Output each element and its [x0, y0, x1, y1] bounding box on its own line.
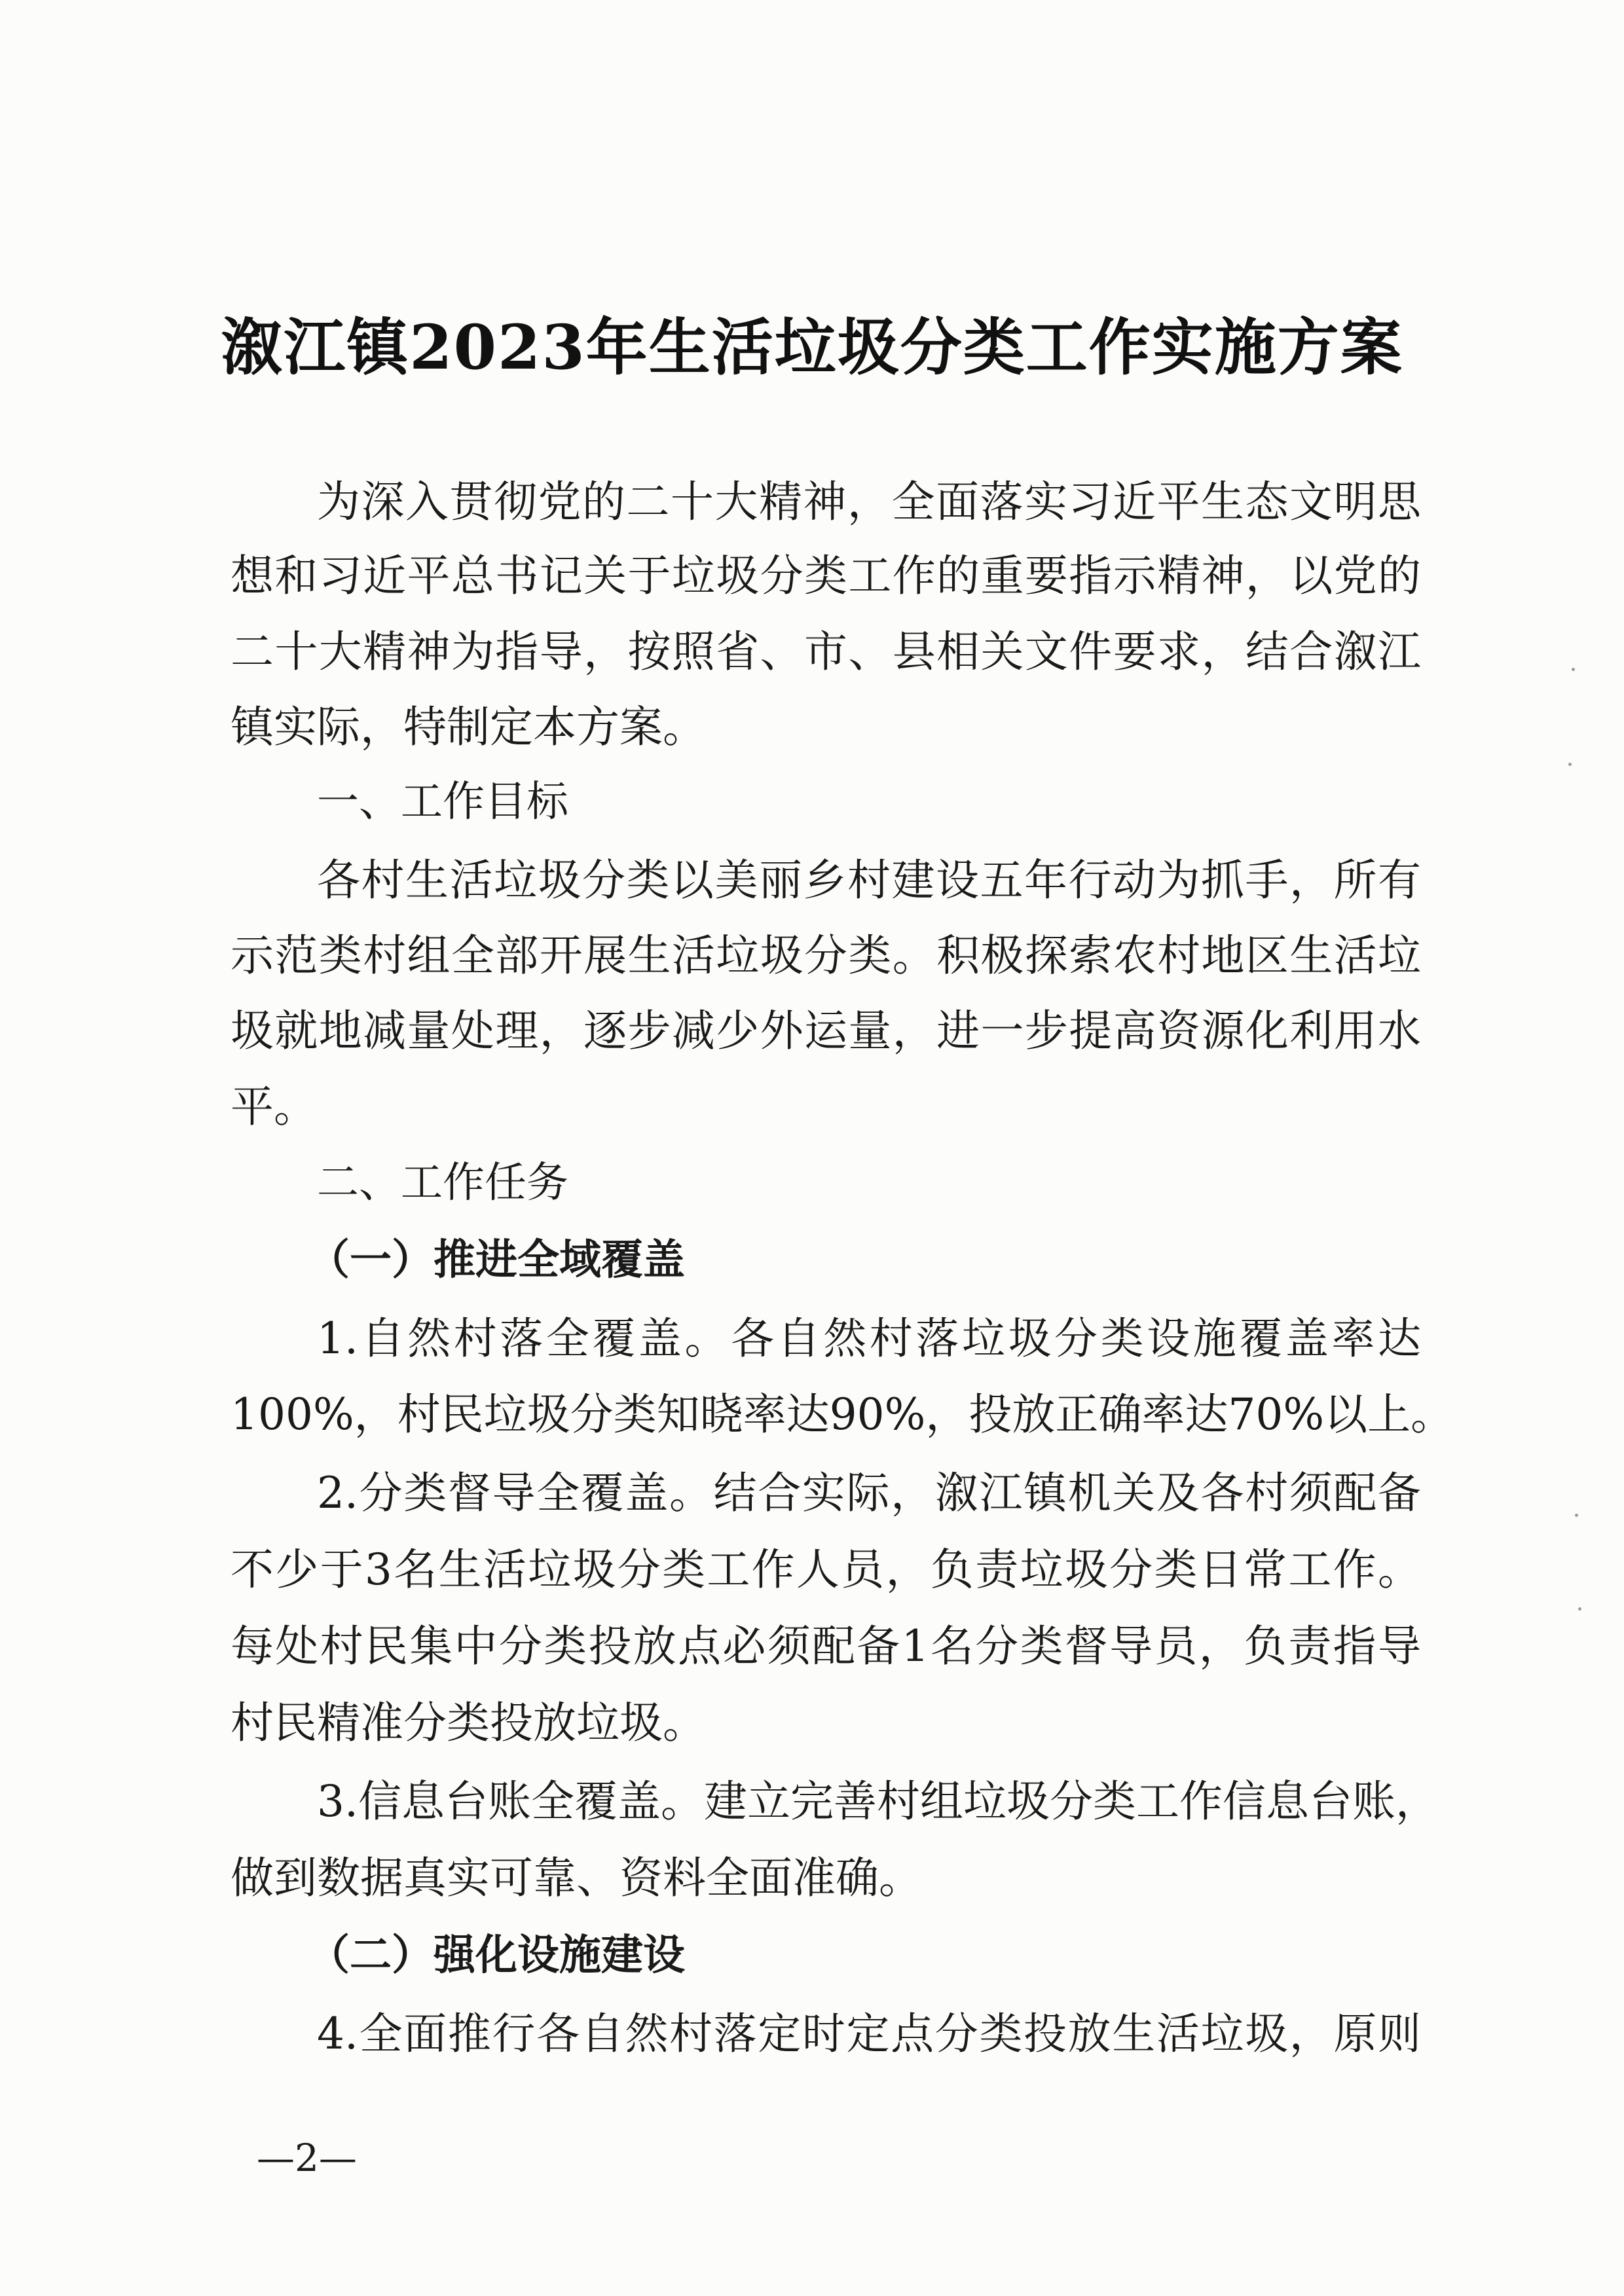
- scan-speck: [1578, 1607, 1581, 1611]
- paragraph-line: 各村生活垃圾分类以美丽乡村建设五年行动为抓手，所有: [317, 855, 1421, 905]
- paragraph-line: 4.全面推行各自然村落定时定点分类投放生活垃圾，原则: [317, 2009, 1421, 2059]
- paragraph-line: 不少于3名生活垃圾分类工作人员，负责垃圾分类日常工作。: [231, 1544, 1421, 1595]
- section-heading: 一、工作目标: [317, 778, 568, 826]
- subsection-heading: （一）推进全域覆盖: [308, 1236, 685, 1285]
- paragraph-line: 1.自然村落全覆盖。各自然村落垃圾分类设施覆盖率达: [317, 1313, 1421, 1364]
- page-number: —2—: [257, 2136, 357, 2180]
- paragraph-line: 示范类村组全部开展生活垃圾分类。积极探索农村地区生活垃: [231, 930, 1421, 981]
- paragraph-line: 为深入贯彻党的二十大精神，全面落实习近平生态文明思: [317, 477, 1421, 527]
- paragraph-line: 平。: [231, 1082, 317, 1132]
- paragraph-line: 圾就地减量处理，逐步减少外运量，进一步提高资源化利用水: [231, 1006, 1421, 1056]
- paragraph-line: 村民精准分类投放垃圾。: [231, 1698, 706, 1748]
- paragraph-line: 镇实际，特制定本方案。: [231, 702, 706, 752]
- paragraph-line: 100%，村民垃圾分类知晓率达90%，投放正确率达70%以上。: [231, 1389, 1454, 1440]
- paragraph-line: 做到数据真实可靠、资料全面准确。: [231, 1853, 922, 1903]
- paragraph-line: 想和习近平总书记关于垃圾分类工作的重要指示精神，以党的: [231, 551, 1421, 601]
- paragraph-line: 每处村民集中分类投放点必须配备1名分类督导员，负责指导: [231, 1621, 1421, 1671]
- document-title: 溆江镇2023年生活垃圾分类工作实施方案: [221, 312, 1403, 384]
- scan-speck: [1572, 668, 1575, 671]
- paragraph-line: 3.信息台账全覆盖。建立完善村组垃圾分类工作信息台账，: [317, 1776, 1439, 1827]
- paragraph-line: 2.分类督导全覆盖。结合实际，溆江镇机关及各村须配备: [317, 1468, 1421, 1518]
- subsection-heading: （二）强化设施建设: [308, 1931, 685, 1980]
- section-heading: 二、工作任务: [317, 1159, 568, 1207]
- paragraph-line: 二十大精神为指导，按照省、市、县相关文件要求，结合溆江: [231, 627, 1421, 677]
- scan-speck: [1568, 763, 1572, 766]
- scan-speck: [1575, 1514, 1578, 1517]
